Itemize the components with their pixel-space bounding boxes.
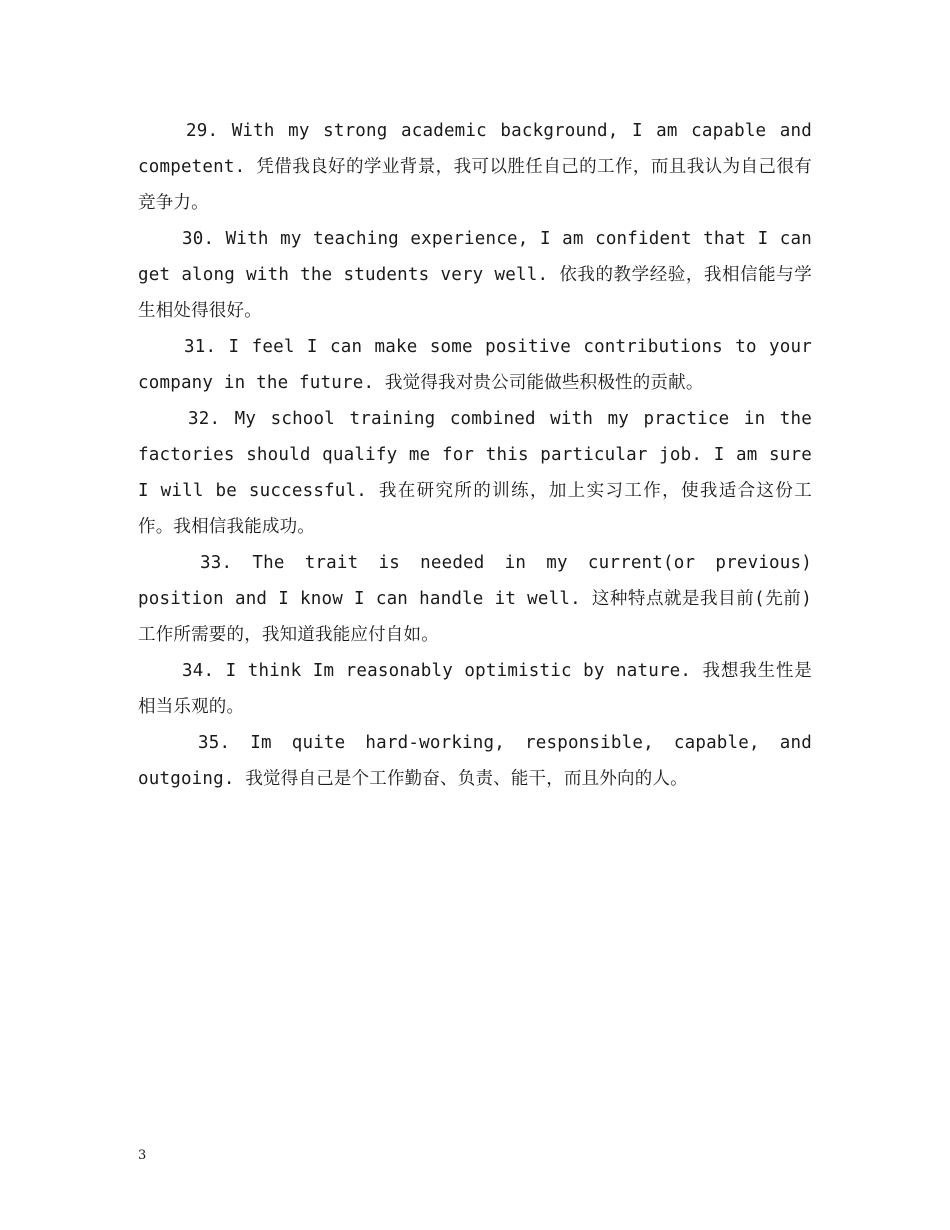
- page-number: 3: [138, 1148, 147, 1163]
- paragraph-29: 29. With my strong academic background, I am capable and competent. 凭借我良好的学业背景，我可以胜任自己的工作，而且我认为自己很有竞争力。: [138, 121, 812, 213]
- paragraph-34: 34. I think Im reasonably optimistic by nature. 我想我生性是相当乐观的。: [138, 661, 812, 717]
- paragraph-32: 32. My school training combined with my practice in the factories should qualify me for this particular job. I am sure I will be successful. 我在研究所的训练，加上实习工作，使我适合这份工作。我相信我能成功。: [138, 409, 812, 537]
- paragraph-33: 33. The trait is needed in my current(or previous) position and I know I can handle it well. 这种特点就是我目前(先前)工作所需要的，我知道我能应付自如。: [138, 553, 813, 645]
- paragraph-35: 35. Im quite hard-working, responsible, capable, and outgoing. 我觉得自己是个工作勤奋、负责、能干，而且外向的人。: [138, 733, 812, 789]
- paragraph-31: 31. I feel I can make some positive contributions to your company in the future. 我觉得我对贵公司能做些积极性的贡献。: [138, 337, 812, 393]
- document-body: [138, 113, 812, 797]
- paragraph-30: 30. With my teaching experience, I am confident that I can get along with the students very well. 依我的教学经验，我相信能与学生相处得很好。: [138, 229, 812, 321]
